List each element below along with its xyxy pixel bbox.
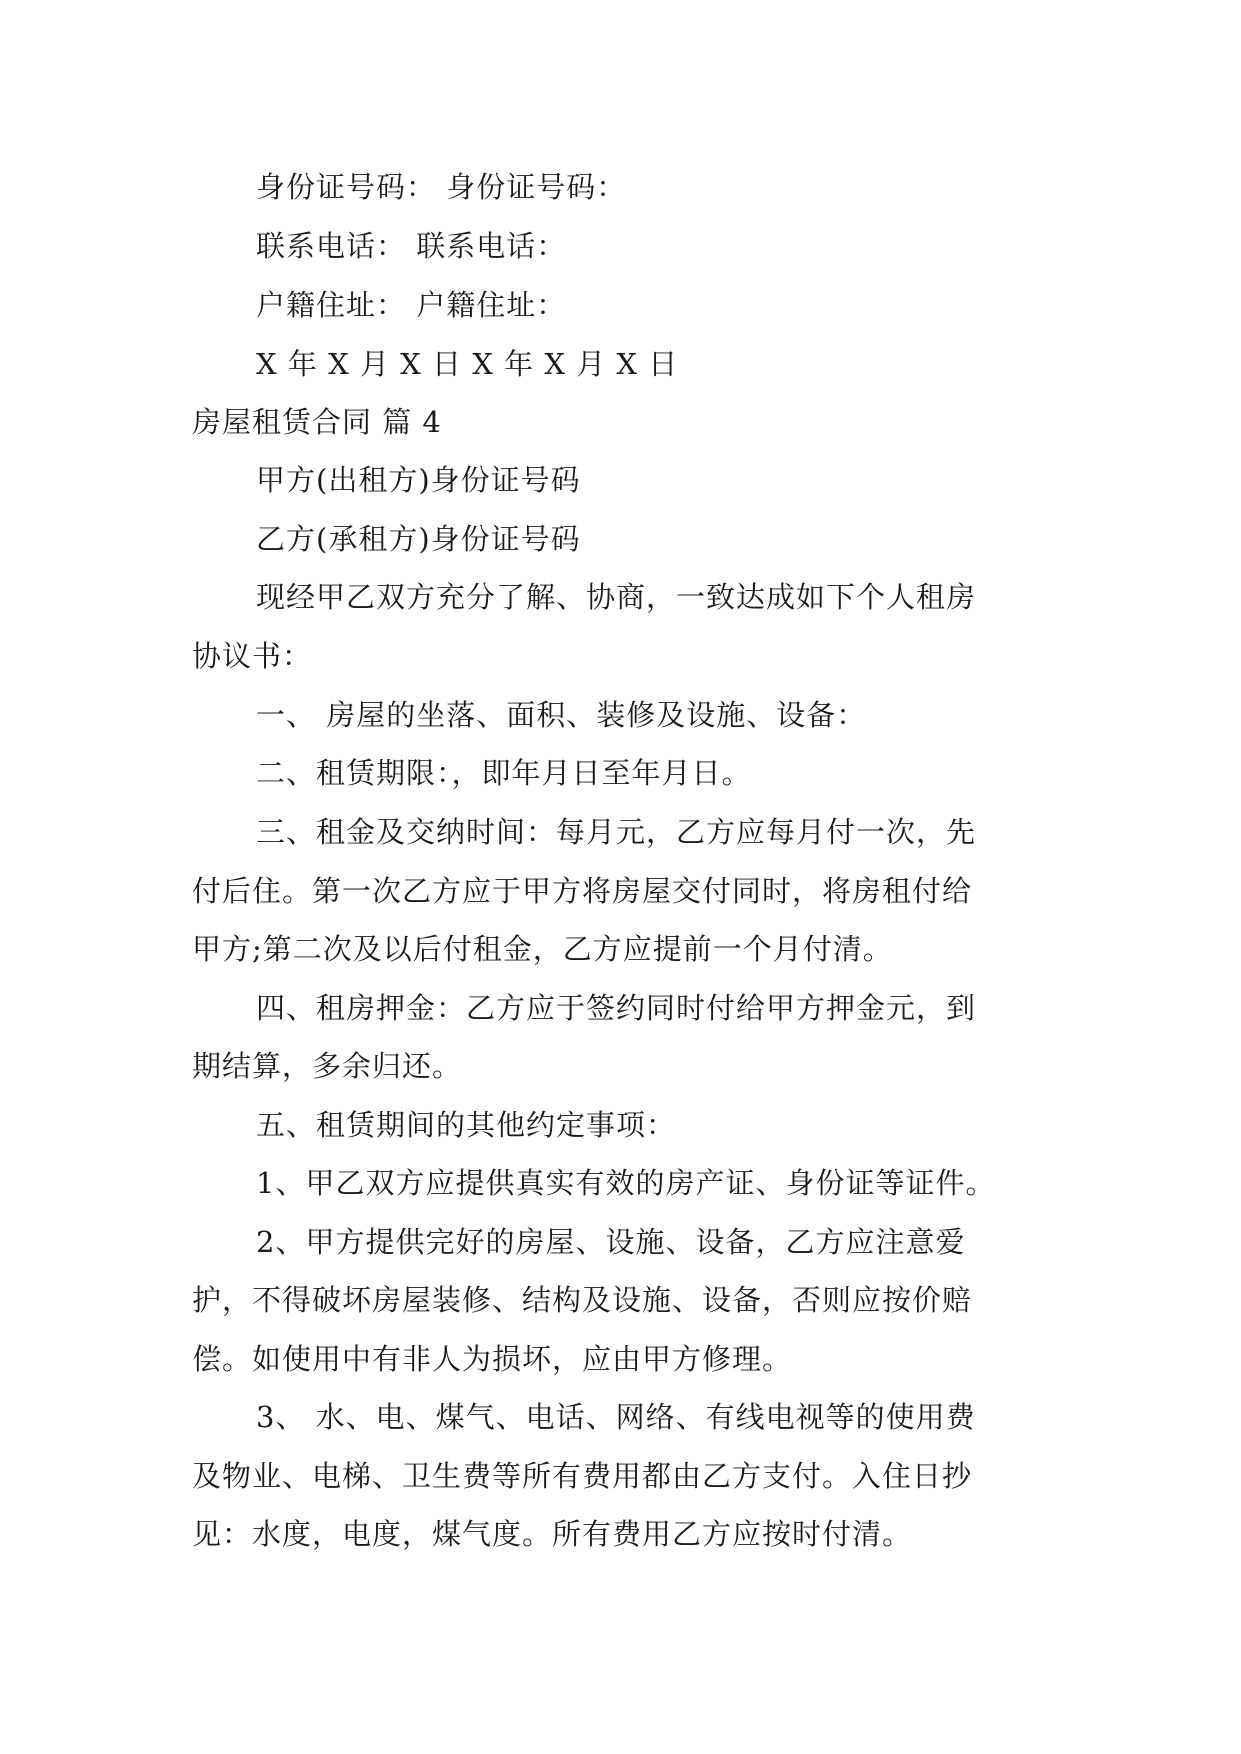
party-a-line: 甲方(出租方)身份证号码 — [256, 463, 581, 497]
party-b-line: 乙方(承租方)身份证号码 — [256, 522, 581, 556]
paragraph-line: 偿。如使用中有非人为损坏，应由甲方修理。 — [192, 1342, 793, 1376]
id-number-line: 身份证号码： 身份证号码： — [256, 170, 627, 204]
clause-1: 一、 房屋的坐落、面积、装修及设施、设备： — [256, 698, 867, 732]
paragraph-line: 护，不得破坏房屋装修、结构及设施、设备，否则应按价赔 — [192, 1283, 973, 1317]
section-heading: 房屋租赁合同 篇 4 — [192, 405, 442, 439]
item-2: 2、甲方提供完好的房屋、设施、设备，乙方应注意爱 — [256, 1225, 966, 1259]
clause-5: 五、租赁期间的其他约定事项： — [256, 1108, 677, 1142]
paragraph-line: 现经甲乙双方充分了解、协商，一致达成如下个人租房 — [256, 580, 977, 614]
paragraph-line: 协议书： — [192, 639, 313, 673]
phone-line: 联系电话： 联系电话： — [256, 229, 567, 263]
paragraph-line: 见：水度，电度，煤气度。所有费用乙方应按时付清。 — [192, 1517, 913, 1551]
paragraph-line: 期结算，多余归还。 — [192, 1049, 463, 1083]
clause-3: 三、租金及交纳时间：每月元，乙方应每月付一次，先 — [256, 815, 977, 849]
paragraph-line: 及物业、电梯、卫生费等所有费用都由乙方支付。入住日抄 — [192, 1459, 973, 1493]
clause-2: 二、租赁期限：，即年月日至年月日。 — [256, 756, 752, 790]
address-line: 户籍住址： 户籍住址： — [256, 288, 567, 322]
clause-4: 四、租房押金：乙方应于签约同时付给甲方押金元，到 — [256, 991, 977, 1025]
paragraph-line: 甲方;第二次及以后付租金，乙方应提前一个月付清。 — [192, 932, 893, 966]
item-3: 3、 水、电、煤气、电话、网络、有线电视等的使用费 — [256, 1400, 976, 1434]
date-line: X 年 X 月 X 日 X 年 X 月 X 日 — [256, 347, 679, 381]
item-1: 1、甲乙双方应提供真实有效的房产证、身份证等证件。 — [256, 1166, 996, 1200]
paragraph-line: 付后住。第一次乙方应于甲方将房屋交付同时，将房租付给 — [192, 874, 973, 908]
